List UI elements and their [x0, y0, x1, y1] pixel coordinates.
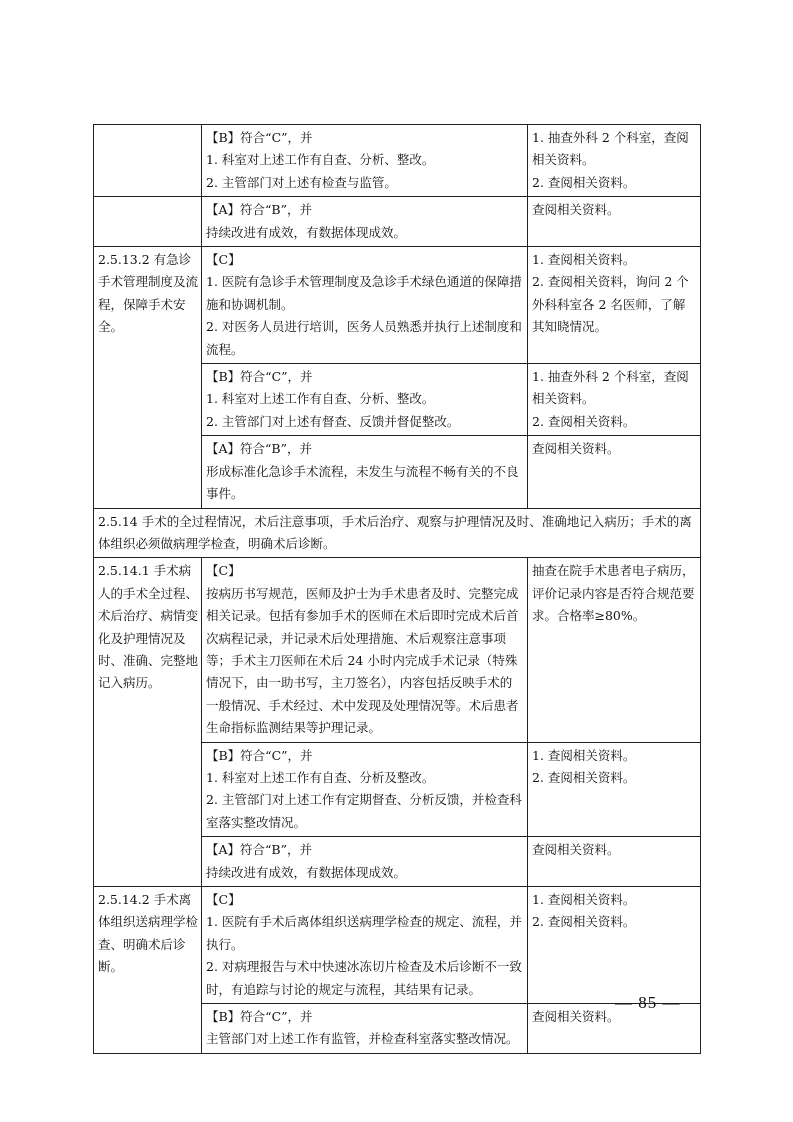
table-row: [94, 887, 701, 1004]
item-cell: [94, 125, 202, 197]
method-cell: [528, 887, 701, 1004]
item-title-cell: 2.5.14.2 手术离体组织送病理学检查、明确术后诊断。: [94, 887, 202, 1054]
criteria-cell: [202, 364, 528, 436]
method-cell: [528, 364, 701, 436]
criteria-line: 1. 医院有手术后离体组织送病理学检查的规定、流程，并执行。: [206, 914, 522, 952]
standards-table: [93, 124, 701, 1054]
table-row: [94, 247, 701, 364]
criteria-line: 【C】: [206, 252, 241, 268]
criteria-line: 【A】符合“B”，并: [206, 842, 312, 858]
criteria-cell: [202, 436, 528, 508]
criteria-cell: [202, 1004, 528, 1054]
criteria-line: 2. 主管部门对上述有督查、反馈并督促整改。: [206, 413, 460, 429]
section-heading-cell: 2.5.14 手术的全过程情况，术后注意事项，手术后治疗、观察与护理情况及时、准确地记入病历；手术的离体组织必须做病理学检查，明确术后诊断。: [94, 508, 701, 558]
criteria-line: 2. 主管部门对上述工作有定期督查、分析反馈，并检查科室落实整改情况。: [206, 792, 522, 830]
method-line: 2. 查阅相关资料。: [532, 914, 636, 930]
criteria-line: 1. 科室对上述工作有自查、分析、整改。: [206, 391, 435, 407]
method-line: 1. 查阅相关资料。: [532, 252, 636, 268]
criteria-line: 2. 对医务人员进行培训，医务人员熟悉并执行上述制度和流程。: [206, 319, 522, 357]
criteria-line: 【C】: [206, 563, 241, 579]
criteria-line: 形成标准化急诊手术流程，未发生与流程不畅有关的不良事件。: [206, 463, 519, 502]
criteria-line: 【B】符合“C”，并: [206, 747, 313, 763]
table-row: [94, 125, 701, 197]
criteria-cell: [202, 247, 528, 364]
method-line: 1. 抽查外科 2 个科室，查阅相关资料。: [532, 369, 689, 407]
criteria-line: 持续改进有成效，有数据体现成效。: [206, 224, 407, 240]
criteria-line: 按病历书写规范，医师及护士为手术患者及时、完整完成相关记录。包括有参加手术的医师在术后即时完成术后首次病程记录，并记录术后处理措施、术后观察注意事项等；手术主刀医师在术后 24 小时内完成手术记录（特殊情况下，由一助书写，主刀签名），内容包括反映手术的一般情况、手术经过、术中发现及处理情况等。术后患者生命指标监测结果等护理记录。: [206, 585, 519, 736]
method-line: 查阅相关资料。: [532, 1009, 620, 1025]
method-line: 2. 查阅相关资料。: [532, 769, 636, 785]
criteria-line: 【B】符合“C”，并: [206, 130, 313, 145]
item-cell: [94, 197, 202, 247]
item-title-cell: 2.5.13.2 有急诊手术管理制度及流程，保障手术安全。: [94, 247, 202, 508]
method-cell: [528, 742, 701, 837]
method-cell: [528, 558, 701, 742]
criteria-line: 持续改进有成效，有数据体现成效。: [206, 864, 407, 880]
method-line: 查阅相关资料。: [532, 441, 620, 457]
method-cell: [528, 197, 701, 247]
criteria-line: 【A】符合“B”，并: [206, 202, 312, 218]
criteria-line: 【C】: [206, 892, 241, 907]
criteria-cell: [202, 837, 528, 887]
table-row: [94, 197, 701, 247]
table-row: [94, 558, 701, 742]
table-row: [94, 508, 701, 558]
method-line: 2. 查阅相关资料。: [532, 413, 636, 429]
criteria-cell: [202, 742, 528, 837]
criteria-line: 【B】符合“C”，并: [206, 369, 313, 385]
method-cell: [528, 436, 701, 508]
criteria-cell: [202, 197, 528, 247]
criteria-line: 2. 主管部门对上述有检查与监管。: [206, 174, 397, 190]
criteria-line: 1. 科室对上述工作有自查、分析、整改。: [206, 152, 435, 168]
criteria-line: 1. 医院有急诊手术管理制度及急诊手术绿色通道的保障措施和协调机制。: [206, 274, 522, 312]
method-line: 1. 查阅相关资料。: [532, 747, 636, 763]
criteria-line: 【B】符合“C”，并: [206, 1009, 313, 1025]
criteria-line: 主管部门对上述工作有监管，并检查科室落实整改情况。: [206, 1031, 519, 1047]
method-line: 抽查在院手术患者电子病历，评价记录内容是否符合规范要求。合格率≥80%。: [532, 563, 695, 624]
method-line: 2. 查阅相关资料。: [532, 174, 636, 190]
method-line: 1. 查阅相关资料。: [532, 892, 636, 907]
method-line: 2. 查阅相关资料，询问 2 个外科科室各 2 名医师，了解其知晓情况。: [532, 274, 689, 335]
method-cell: [528, 125, 701, 197]
criteria-cell: [202, 125, 528, 197]
method-line: 查阅相关资料。: [532, 202, 620, 218]
criteria-cell: [202, 558, 528, 742]
method-line: 查阅相关资料。: [532, 842, 620, 858]
method-cell: [528, 247, 701, 364]
criteria-line: 【A】符合“B”，并: [206, 441, 312, 457]
method-line: 1. 抽查外科 2 个科室，查阅相关资料。: [532, 130, 689, 168]
criteria-line: 1. 科室对上述工作有自查、分析及整改。: [206, 769, 435, 785]
criteria-line: 2. 对病理报告与术中快速冰冻切片检查及术后诊断不一致时，有追踪与讨论的规定与流程，其结果有记录。: [206, 959, 522, 997]
item-title-cell: 2.5.14.1 手术病人的手术全过程、术后治疗、病情变化及护理情况及时、准确、完整地记入病历。: [94, 558, 202, 887]
method-cell: [528, 837, 701, 887]
page-number: — 85 —: [615, 993, 681, 1012]
criteria-cell: [202, 887, 528, 1004]
